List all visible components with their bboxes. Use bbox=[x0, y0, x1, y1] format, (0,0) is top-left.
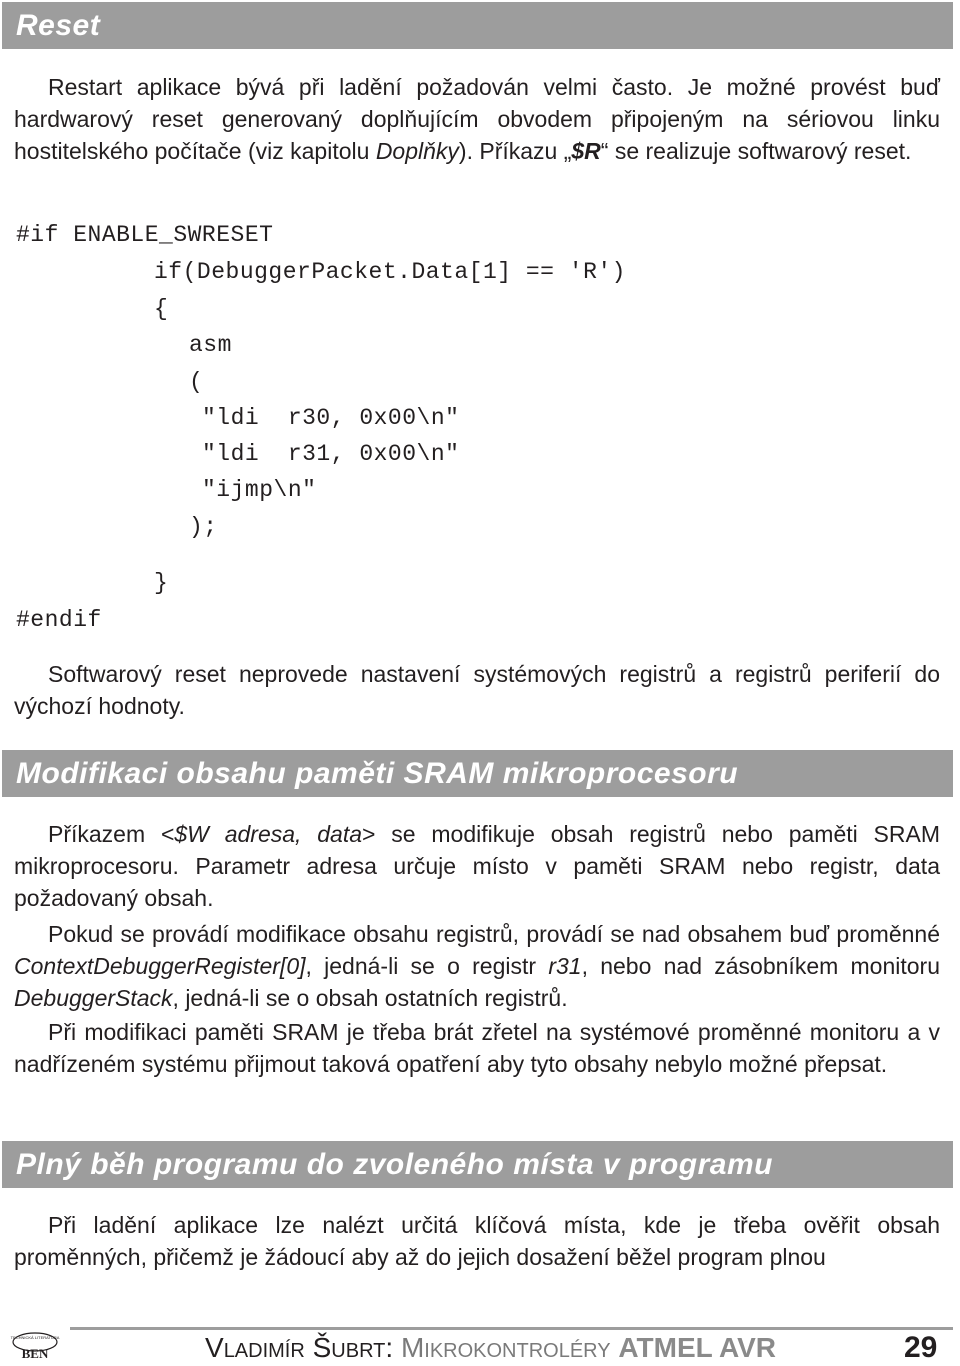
sram-p2-register: r31 bbox=[548, 953, 582, 979]
sram-p1-text-a: Příkazem < bbox=[48, 821, 175, 847]
reset-intro-text-a: Restart aplikace bývá při ladění požadován velmi často. Je možné provést buď hardwarový reset generovaný doplňujícím obvodem připojeným na sériovou linku hostitelského počítače (viz kapitolu bbox=[14, 74, 940, 164]
sram-p1-text-b: > se modifikuje obsah registrů nebo paměti SRAM mikroprocesoru. Parametr adresa určuje místo v paměti SRAM nebo registr, data požadovaný obsah. bbox=[14, 821, 940, 911]
footer-colon: : bbox=[385, 1332, 394, 1363]
code-line-if: #if ENABLE_SWRESET bbox=[16, 222, 274, 248]
run-paragraph-1 bbox=[14, 1209, 940, 1273]
logo-top-text: TECHNICKÁ LITERATURA bbox=[10, 1335, 60, 1340]
sram-p2-text-c: , nebo nad zásobníkem monitoru bbox=[581, 953, 941, 979]
reset-intro-paragraph bbox=[14, 71, 940, 167]
sram-p2-text-a: Pokud se provádí modifikace obsahu registrů, provádí se nad obsahem buď proměnné bbox=[48, 921, 940, 947]
reset-note-paragraph bbox=[14, 658, 940, 722]
page-number: 29 bbox=[904, 1331, 938, 1364]
footer-author-rest-2: UBRT bbox=[331, 1340, 386, 1362]
footer-rule bbox=[70, 1327, 953, 1330]
footer-book-initial: M bbox=[400, 1332, 425, 1363]
sram-p2-stack: DebuggerStack bbox=[14, 985, 173, 1011]
code-line-asm: asm bbox=[189, 332, 232, 358]
code-line-ldi-r30: "ldi r30, 0x00\n" bbox=[202, 405, 460, 431]
sram-p2-text-b: , jedná-li se o registr bbox=[305, 953, 549, 979]
sram-paragraph-1 bbox=[14, 818, 940, 914]
code-line-open-paren: ( bbox=[189, 369, 204, 395]
reset-intro-link: Doplňky bbox=[375, 138, 459, 164]
code-line-open-brace: { bbox=[154, 296, 169, 322]
logo-main-text: BEN bbox=[21, 1346, 49, 1361]
publisher-logo bbox=[10, 1330, 60, 1362]
code-line-ijmp: "ijmp\n" bbox=[202, 477, 317, 503]
reset-intro-text-c: “ se realizuje softwarový reset. bbox=[600, 138, 912, 164]
footer-book-brand: ATMEL AVR bbox=[618, 1332, 777, 1363]
code-line-close-paren: ); bbox=[189, 514, 218, 540]
footer-title bbox=[205, 1333, 776, 1366]
sram-p3-text: Při modifikaci paměti SRAM je třeba brát zřetel na systémové proměnné monitoru a v nadřízeném systému přijmout taková opatření aby tyto obsahy nebylo možné přepsat. bbox=[14, 1019, 940, 1077]
section-heading-sram: Modifikaci obsahu paměti SRAM mikroprocesoru bbox=[2, 750, 953, 797]
footer-author-initial-1: V bbox=[205, 1332, 224, 1363]
section-heading-run: Plný běh programu do zvoleného místa v programu bbox=[2, 1141, 953, 1188]
sram-p1-command: $W adresa, data bbox=[174, 821, 363, 847]
code-line-close-brace: } bbox=[154, 570, 169, 596]
section-heading-reset: Reset bbox=[2, 2, 953, 49]
footer-author-rest-1: LADIMÍR bbox=[223, 1340, 305, 1362]
code-line-condition: if(DebuggerPacket.Data[1] == 'R') bbox=[154, 259, 626, 285]
sram-paragraph-2 bbox=[14, 918, 940, 1014]
reset-intro-text-b: ). Příkazu „ bbox=[458, 138, 572, 164]
code-line-ldi-r31: "ldi r31, 0x00\n" bbox=[202, 441, 460, 467]
sram-p2-text-d: , jedná-li se o obsah ostatních registrů. bbox=[172, 985, 568, 1011]
code-line-endif: #endif bbox=[16, 607, 102, 633]
reset-intro-command: $R bbox=[571, 138, 601, 164]
reset-note-text: Softwarový reset neprovede nastavení systémových registrů a registrů periferií do výchozí hodnoty. bbox=[14, 661, 940, 719]
run-p1-text: Při ladění aplikace lze nalézt určitá klíčová místa, kde je třeba ověřit obsah proměnných, přičemž je žádoucí aby až do jejich dosažení běžel program plnou bbox=[14, 1212, 940, 1270]
footer-author-initial-2: Š bbox=[312, 1332, 332, 1363]
sram-paragraph-3 bbox=[14, 1016, 940, 1080]
footer-book-rest: IKROKONTROLÉRY bbox=[424, 1340, 611, 1362]
sram-p2-variable: ContextDebuggerRegister[0] bbox=[14, 953, 306, 979]
